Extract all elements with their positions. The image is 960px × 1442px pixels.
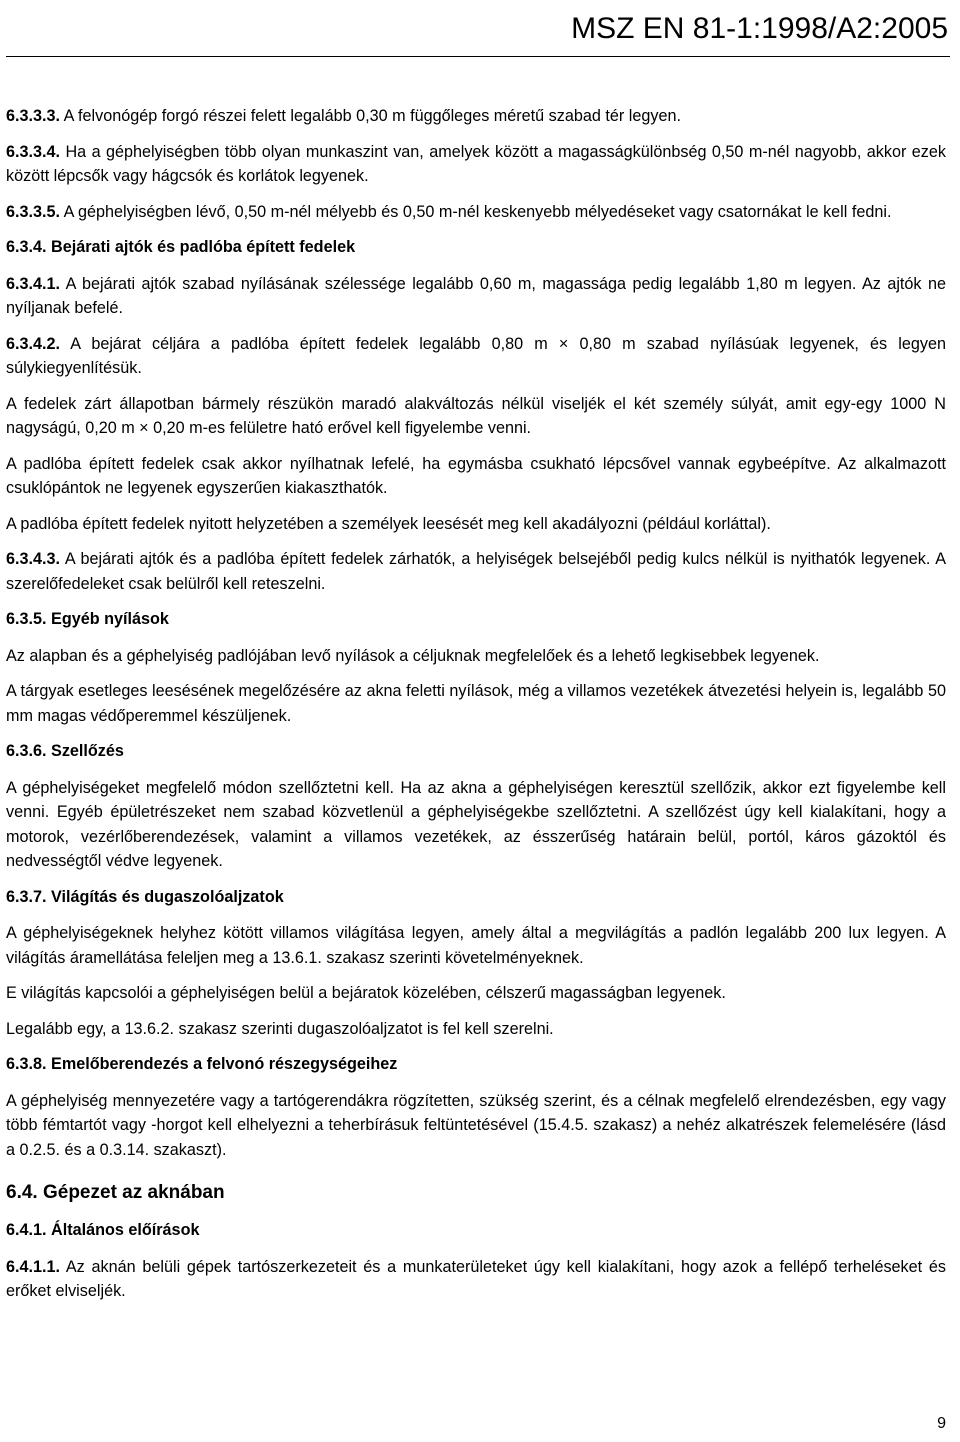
heading-text: Egyéb nyílások	[51, 610, 169, 628]
heading-number: 6.3.5.	[6, 610, 47, 628]
heading-6-4-1	[6, 1218, 946, 1243]
heading-6-3-4	[6, 235, 946, 260]
paragraph: Legalább egy, a 13.6.2. szakasz szerinti dugaszolóaljzatot is fel kell szerelni.	[6, 1019, 554, 1038]
paragraph: A géphelyiség mennyezetére vagy a tartógerendákra rögzítetten, szükség szerint, és a célnak megfelelő elrendezésben, egy vagy több fémtartót vagy -horgot kell elhelyezni a teherbírásuk feltüntetésével (15.4.5. szakasz) a nehéz alkatrészek felemelésére (lásd a 0.2.5. és a 0.3.14. szakaszt).	[6, 1091, 946, 1159]
section-text: Ha a géphelyiségben több olyan munkaszint van, amelyek között a magasságkülönbség 0,50 m-nél nagyobb, akkor ezek között lépcsők vagy hágcsók és korlátok legyenek.	[6, 142, 946, 185]
paragraph: A fedelek zárt állapotban bármely részükön maradó alakváltozás nélkül viseljék el két személy súlyát, amit egy-egy 1000 N nagyságú, 0,20 m × 0,20 m-es felületre ható erővel kell figyelembe venni.	[6, 394, 946, 437]
section-6-3-4-1	[6, 272, 946, 321]
heading-6-3-5	[6, 607, 946, 632]
document-code: MSZ EN 81-1:1998/A2:2005	[571, 12, 948, 45]
paragraph: A géphelyiségeket megfelelő módon szellőztetni kell. Ha az akna a géphelyiségen keresztül szellőzik, akkor ezt figyelembe kell venni. Egyéb épületrészeket nem szabad közvetlenül a géphelyiségekbe szellőztetni. A szellőzést úgy kell kialakítani, hogy a motorok, vezérlőberendezések, valamint a villamos vezetékek, az ésszerűség határain belül, portól, káros gázoktól és nedvességtől védve legyenek.	[6, 778, 946, 870]
heading-6-3-7	[6, 885, 946, 910]
section-number: 6.3.3.3.	[6, 107, 61, 125]
heading-number: 6.3.6.	[6, 742, 47, 760]
section-6-3-4-2	[6, 332, 946, 381]
paragraph: Az alapban és a géphelyiség padlójában levő nyílások a céljuknak megfelelőek és a lehető legkisebbek legyenek.	[6, 646, 820, 665]
document-body	[6, 104, 946, 1315]
paragraph: E világítás kapcsolói a géphelyiségen belül a bejáratok közelében, célszerű magasságban legyenek.	[6, 984, 726, 1002]
section-number: 6.4.1.1.	[6, 1257, 61, 1276]
heading-6-3-8	[6, 1052, 946, 1077]
section-text: A géphelyiségben lévő, 0,50 m-nél mélyebb és 0,50 m-nél keskenyebb mélyedéseket vagy csatornákat le kell fedni.	[63, 202, 892, 221]
section-6-3-3-4	[6, 140, 946, 189]
section-text: A bejárati ajtók és a padlóba épített fedelek zárhatók, a helyiségek belsejéből pedig kulcs nélkül is nyithatók legyenek. A szerelőfedeleket csak belülről kell reteszelni.	[6, 550, 947, 593]
paragraph: A padlóba épített fedelek csak akkor nyílhatnak lefelé, ha egymásba csukható lépcsővel vannak egybeépítve. Az alkalmazott csuklópántok ne legyenek egyszerűen kiakaszthatók.	[6, 454, 946, 497]
section-text: A bejárat céljára a padlóba épített fedelek legalább 0,80 m × 0,80 m szabad nyílásúak legyenek, és legyen súlykiegyenlítésük.	[6, 334, 947, 377]
heading-text: Emelőberendezés a felvonó részegységeihez	[51, 1055, 398, 1073]
paragraph: A géphelyiségeknek helyhez kötött villamos világítása legyen, amely által a megvilágítás a padlón legalább 200 lux legyen. A világítás áramellátása feleljen meg a 13.6.1. szakasz szerinti követelményeknek.	[6, 924, 946, 967]
heading-number: 6.4.1.	[6, 1221, 47, 1239]
heading-number: 6.3.4.	[6, 238, 47, 256]
heading-6-4	[6, 1180, 946, 1206]
section-text: A felvonógép forgó részei felett legalább 0,30 m függőleges méretű szabad tér legyen.	[63, 107, 681, 125]
section-number: 6.3.4.3.	[6, 550, 61, 568]
paragraph: A padlóba épített fedelek nyitott helyzetében a személyek leesését meg kell akadályozni (például korláttal).	[6, 514, 771, 533]
heading-text: Bejárati ajtók és padlóba épített fedelek	[51, 238, 356, 256]
heading-number: 6.4.	[6, 1182, 38, 1203]
heading-text: Világítás és dugaszolóaljzatok	[51, 887, 284, 906]
section-6-4-1-1	[6, 1255, 946, 1304]
heading-6-3-6	[6, 739, 946, 764]
paragraph: A tárgyak esetleges leesésének megelőzésére az akna feletti nyílások, még a villamos vezetékek átvezetési helyein is, legalább 50 mm magas védőperemmel készüljenek.	[6, 682, 946, 725]
section-6-3-4-3	[6, 547, 946, 596]
section-number: 6.3.4.1.	[6, 274, 61, 293]
section-text: A bejárati ajtók szabad nyílásának szélessége legalább 0,60 m, magassága pedig legalább 1,80 m legyen. Az ajtók ne nyíljanak befelé.	[6, 274, 946, 317]
heading-number: 6.3.8.	[6, 1055, 47, 1073]
page-number: 9	[937, 1415, 946, 1432]
section-6-3-3-5	[6, 200, 946, 225]
section-text: Az aknán belüli gépek tartószerkezeteit és a munkaterületeket úgy kell kialakítani, hogy azok a fellépő terheléseket és erőket elviseljék.	[6, 1257, 946, 1300]
heading-text: Gépezet az aknában	[42, 1182, 225, 1203]
section-number: 6.3.3.4.	[6, 142, 61, 161]
header-divider	[6, 56, 950, 57]
heading-text: Szellőzés	[51, 742, 124, 760]
section-number: 6.3.4.2.	[6, 334, 61, 353]
section-number: 6.3.3.5.	[6, 202, 61, 221]
section-6-3-3-3	[6, 104, 946, 129]
heading-text: Általános előírások	[51, 1221, 200, 1239]
heading-number: 6.3.7.	[6, 887, 47, 906]
